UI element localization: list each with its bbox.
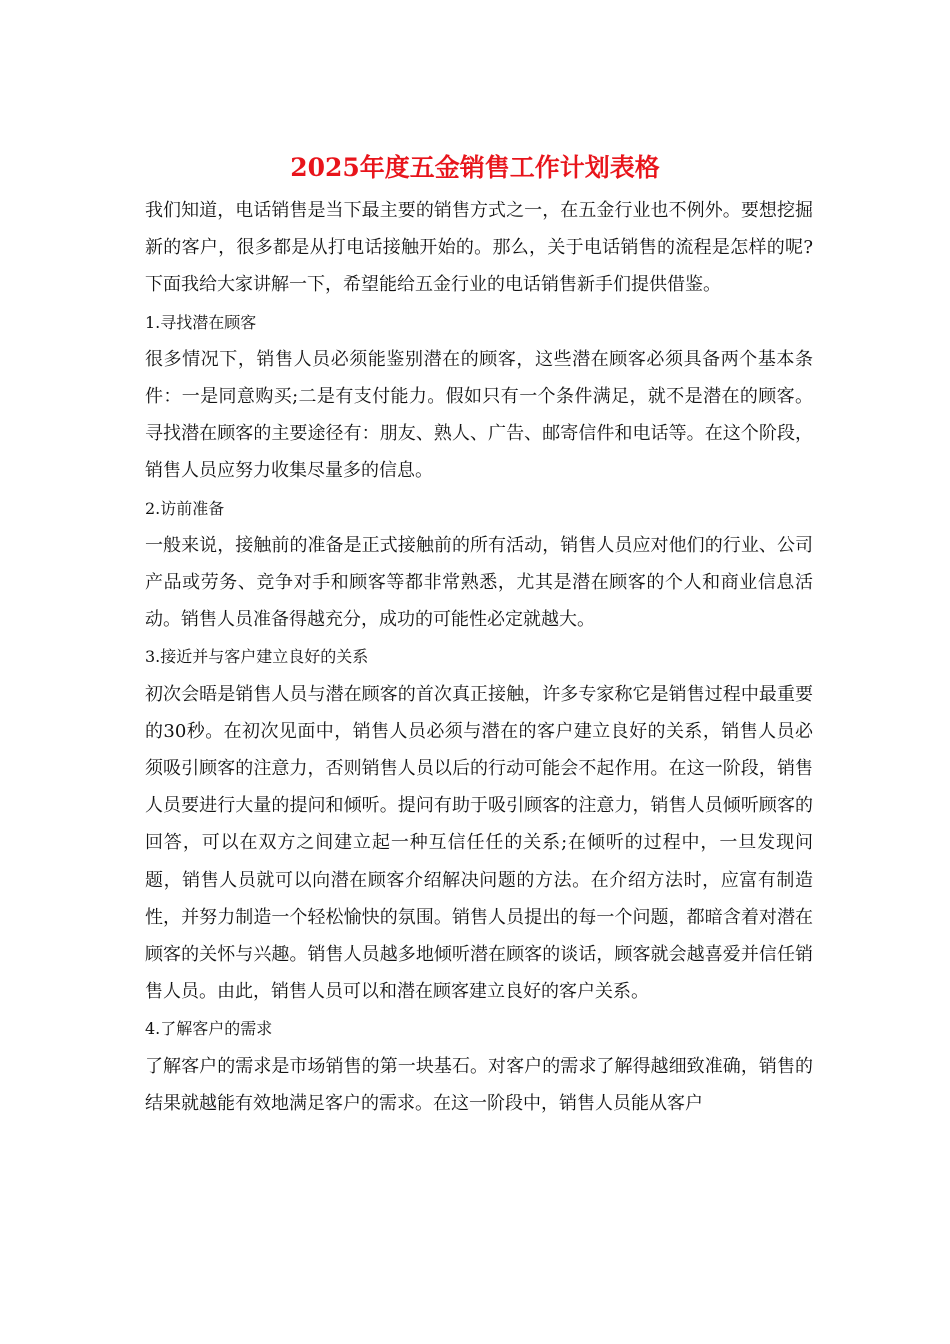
section-heading: 4.了解客户的需求 [145, 1019, 273, 1039]
body-paragraph: 很多情况下，销售人员必须能鉴别潜在的顾客，这些潜在顾客必须具备两个基本条件：一是同意购买;二是有支付能力。假如只有一个条件满足，就不是潜在的顾客。寻找潜在顾客的主要途径有：朋友、熟人、广告、邮寄信件和电话等。在这个阶段，销售人员应努力收集尽量多的信息。 [145, 348, 813, 482]
section-heading: 1.寻找潜在顾客 [145, 312, 257, 332]
section-heading: 3.接近并与客户建立良好的关系 [145, 647, 369, 667]
body-paragraph: 我们知道，电话销售是当下最主要的销售方式之一，在五金行业也不例外。要想挖掘新的客户，很多都是从打电话接触开始的。那么，关于电话销售的流程是怎样的呢?下面我给大家讲解一下，希望能给五金行业的电话销售新手们提供借鉴。 [145, 200, 813, 296]
body-paragraph: 初次会晤是销售人员与潜在顾客的首次真正接触，许多专家称它是销售过程中最重要的30秒。在初次见面中，销售人员必须与潜在的客户建立良好的关系，销售人员必须吸引顾客的注意力，否则销售人员以后的行动可能会不起作用。在这一阶段，销售人员要进行大量的提问和倾听。提问有助于吸引顾客的注意力，销售人员倾听顾客的回答，可以在双方之间建立起一种互信任任的关系;在倾听的过程中，一旦发现问题，销售人员就可以向潜在顾客介绍解决问题的方法。在介绍方法时，应富有制造性，并努力制造一个轻松愉快的氛围。销售人员提出的每一个问题，都暗含着对潜在顾客的关怀与兴趣。销售人员越多地倾听潜在顾客的谈话，顾客就会越喜爱并信任销售人员。由此，销售人员可以和潜在顾客建立良好的客户关系。 [145, 683, 813, 1003]
section-heading: 2.访前准备 [145, 498, 225, 518]
document-body [145, 192, 813, 1122]
body-paragraph: 了解客户的需求是市场销售的第一块基石。对客户的需求了解得越细致准确，销售的结果就越能有效地满足客户的需求。在这一阶段中，销售人员能从客户 [145, 1055, 813, 1114]
document-title: 2025年度五金销售工作计划表格 [290, 153, 660, 182]
body-paragraph: 一般来说，接触前的准备是正式接触前的所有活动，销售人员应对他们的行业、公司产品或劳务、竞争对手和顾客等都非常熟悉，尤其是潜在顾客的个人和商业信息活动。销售人员准备得越充分，成功的可能性必定就越大。 [145, 534, 813, 631]
